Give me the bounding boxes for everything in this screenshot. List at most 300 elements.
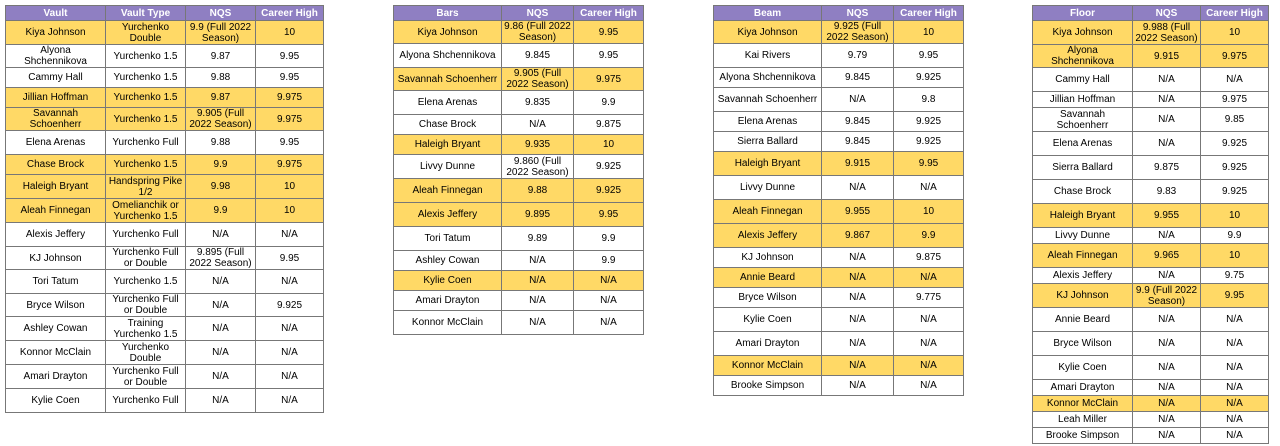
athlete-name-cell: Sierra Ballard — [1033, 156, 1133, 180]
career-high-cell: 9.975 — [256, 155, 324, 175]
table-row — [394, 68, 644, 91]
athlete-name-cell: Tori Tatum — [6, 270, 106, 294]
nqs-cell: 9.9 — [186, 199, 256, 223]
career-high-cell: 9.95 — [256, 131, 324, 155]
nqs-cell: 9.867 — [822, 224, 894, 248]
athlete-name-cell: Savannah Schoenherr — [714, 88, 822, 112]
athlete-name-cell: Aleah Finnegan — [1033, 244, 1133, 268]
table-row — [1033, 332, 1269, 356]
nqs-cell: N/A — [1133, 332, 1201, 356]
nqs-cell: 9.935 — [502, 135, 574, 155]
athlete-name-cell: Konnor McClain — [394, 311, 502, 335]
header-cell: NQS — [1133, 6, 1201, 21]
vault-type-cell: Yurchenko 1.5 — [106, 108, 186, 131]
athlete-name-cell: Haleigh Bryant — [714, 152, 822, 176]
nqs-cell: 9.965 — [1133, 244, 1201, 268]
table-row — [394, 251, 644, 271]
vault-type-cell: Yurchenko 1.5 — [106, 155, 186, 175]
athlete-name-cell: Jillian Hoffman — [6, 88, 106, 108]
athlete-name-cell: Alexis Jeffery — [394, 203, 502, 227]
table-row — [394, 227, 644, 251]
table-row — [1033, 396, 1269, 412]
career-high-cell: 9.95 — [256, 68, 324, 88]
athlete-name-cell: Elena Arenas — [394, 91, 502, 115]
table-row — [394, 115, 644, 135]
vault-table — [5, 5, 324, 413]
career-high-cell: 9.925 — [894, 132, 964, 152]
athlete-name-cell: Haleigh Bryant — [1033, 204, 1133, 228]
career-high-cell: 10 — [1201, 204, 1269, 228]
career-high-cell: 9.975 — [1201, 45, 1269, 68]
table-row — [394, 291, 644, 311]
table-row — [714, 112, 964, 132]
nqs-cell: 9.845 — [822, 112, 894, 132]
table-row — [714, 356, 964, 376]
nqs-cell: 9.88 — [186, 131, 256, 155]
nqs-cell: 9.895 — [502, 203, 574, 227]
table-row — [1033, 380, 1269, 396]
athlete-name-cell: Savannah Schoenherr — [394, 68, 502, 91]
nqs-cell: N/A — [1133, 308, 1201, 332]
nqs-cell: N/A — [1133, 268, 1201, 284]
athlete-name-cell: Kylie Coen — [1033, 356, 1133, 380]
table-row — [714, 21, 964, 44]
athlete-name-cell: Ashley Cowan — [6, 317, 106, 341]
table-row — [714, 376, 964, 396]
table-row — [394, 203, 644, 227]
table-row — [394, 271, 644, 291]
athlete-name-cell: Kiya Johnson — [394, 21, 502, 44]
table-row — [1033, 21, 1269, 45]
career-high-cell: 9.925 — [574, 155, 644, 179]
header-cell: Floor — [1033, 6, 1133, 21]
table-row — [6, 21, 324, 45]
nqs-cell: N/A — [1133, 228, 1201, 244]
nqs-cell: N/A — [1133, 92, 1201, 108]
nqs-cell: N/A — [822, 332, 894, 356]
table-row — [6, 223, 324, 247]
header-cell: Vault Type — [106, 6, 186, 21]
career-high-cell: N/A — [1201, 68, 1269, 92]
athlete-name-cell: Konnor McClain — [6, 341, 106, 365]
vault-type-cell: Yurchenko 1.5 — [106, 68, 186, 88]
table-row — [394, 155, 644, 179]
career-high-cell: 9.925 — [1201, 132, 1269, 156]
table-row — [714, 268, 964, 288]
table-row — [6, 68, 324, 88]
nqs-cell: 9.9 — [186, 155, 256, 175]
nqs-cell: N/A — [1133, 356, 1201, 380]
nqs-cell: N/A — [1133, 412, 1201, 428]
career-high-cell: N/A — [894, 268, 964, 288]
career-high-cell: 9.75 — [1201, 268, 1269, 284]
vault-type-cell: Yurchenko Full — [106, 223, 186, 247]
nqs-cell: 9.89 — [502, 227, 574, 251]
nqs-cell: N/A — [1133, 108, 1201, 132]
athlete-name-cell: Kiya Johnson — [1033, 21, 1133, 45]
table-row — [714, 88, 964, 112]
vault-type-cell: Yurchenko Full or Double — [106, 294, 186, 317]
athlete-name-cell: Aleah Finnegan — [714, 200, 822, 224]
vault-type-cell: Training Yurchenko 1.5 — [106, 317, 186, 341]
career-high-cell: 9.925 — [256, 294, 324, 317]
career-high-cell: 9.95 — [574, 203, 644, 227]
athlete-name-cell: Livvy Dunne — [1033, 228, 1133, 244]
career-high-cell: 10 — [256, 199, 324, 223]
table-row — [1033, 356, 1269, 380]
career-high-cell: 9.95 — [574, 44, 644, 68]
athlete-name-cell: Haleigh Bryant — [394, 135, 502, 155]
table-row — [394, 21, 644, 44]
athlete-name-cell: Cammy Hall — [6, 68, 106, 88]
athlete-name-cell: Livvy Dunne — [394, 155, 502, 179]
nqs-cell: 9.835 — [502, 91, 574, 115]
athlete-name-cell: Chase Brock — [1033, 180, 1133, 204]
header-row — [714, 6, 964, 21]
athlete-name-cell: Brooke Simpson — [1033, 428, 1133, 444]
table-row — [1033, 180, 1269, 204]
nqs-cell: 9.845 — [822, 132, 894, 152]
athlete-name-cell: Kiya Johnson — [6, 21, 106, 45]
career-high-cell: N/A — [894, 308, 964, 332]
athlete-name-cell: Elena Arenas — [714, 112, 822, 132]
athlete-name-cell: Alyona Shchennikova — [714, 68, 822, 88]
vault-type-cell: Yurchenko Full or Double — [106, 365, 186, 389]
table-row — [714, 176, 964, 200]
nqs-cell: N/A — [186, 270, 256, 294]
table-row — [1033, 92, 1269, 108]
nqs-cell: 9.845 — [502, 44, 574, 68]
header-cell: Vault — [6, 6, 106, 21]
career-high-cell: N/A — [256, 270, 324, 294]
athlete-name-cell: Kiya Johnson — [714, 21, 822, 44]
career-high-cell: N/A — [574, 291, 644, 311]
table-row — [394, 311, 644, 335]
table-row — [394, 179, 644, 203]
nqs-cell: N/A — [1133, 132, 1201, 156]
career-high-cell: 10 — [256, 21, 324, 45]
career-high-cell: 9.925 — [894, 112, 964, 132]
career-high-cell: 9.9 — [894, 224, 964, 248]
table-row — [1033, 428, 1269, 444]
vault-type-cell: Yurchenko Full or Double — [106, 247, 186, 270]
career-high-cell: 9.95 — [1201, 284, 1269, 308]
header-cell: Bars — [394, 6, 502, 21]
athlete-name-cell: Bryce Wilson — [6, 294, 106, 317]
nqs-cell: 9.98 — [186, 175, 256, 199]
nqs-cell: N/A — [822, 356, 894, 376]
table-row — [1033, 108, 1269, 132]
nqs-cell: 9.87 — [186, 45, 256, 68]
table-row — [714, 200, 964, 224]
nqs-cell: N/A — [502, 115, 574, 135]
header-cell: Career High — [1201, 6, 1269, 21]
table-row — [1033, 308, 1269, 332]
vault-type-cell: Yurchenko Full — [106, 131, 186, 155]
table-row — [1033, 268, 1269, 284]
table-row — [714, 68, 964, 88]
nqs-cell: 9.875 — [1133, 156, 1201, 180]
table-row — [714, 132, 964, 152]
nqs-cell: N/A — [1133, 380, 1201, 396]
career-high-cell: 10 — [894, 200, 964, 224]
career-high-cell: 9.925 — [574, 179, 644, 203]
nqs-cell: N/A — [502, 311, 574, 335]
nqs-cell: 9.845 — [822, 68, 894, 88]
table-row — [1033, 412, 1269, 428]
nqs-cell: N/A — [186, 294, 256, 317]
athlete-name-cell: Kai Rivers — [714, 44, 822, 68]
athlete-name-cell: Livvy Dunne — [714, 176, 822, 200]
table-row — [714, 248, 964, 268]
table-row — [394, 135, 644, 155]
table-row — [1033, 284, 1269, 308]
career-high-cell: N/A — [1201, 332, 1269, 356]
nqs-cell: 9.9 (Full 2022 Season) — [186, 21, 256, 45]
athlete-name-cell: KJ Johnson — [714, 248, 822, 268]
athlete-name-cell: Alexis Jeffery — [6, 223, 106, 247]
table-row — [1033, 156, 1269, 180]
table-row — [1033, 204, 1269, 228]
career-high-cell: N/A — [256, 389, 324, 413]
bars-table — [393, 5, 644, 335]
table-row — [714, 224, 964, 248]
header-cell: NQS — [502, 6, 574, 21]
nqs-cell: 9.905 (Full 2022 Season) — [502, 68, 574, 91]
athlete-name-cell: Elena Arenas — [1033, 132, 1133, 156]
table-row — [714, 332, 964, 356]
table-row — [714, 152, 964, 176]
nqs-cell: N/A — [822, 176, 894, 200]
athlete-name-cell: Konnor McClain — [1033, 396, 1133, 412]
career-high-cell: 10 — [1201, 21, 1269, 45]
table-row — [1033, 45, 1269, 68]
table-row — [6, 45, 324, 68]
header-cell: Career High — [894, 6, 964, 21]
career-high-cell: 9.95 — [894, 44, 964, 68]
table-row — [6, 294, 324, 317]
athlete-name-cell: Aleah Finnegan — [6, 199, 106, 223]
nqs-cell: 9.915 — [1133, 45, 1201, 68]
athlete-name-cell: Alyona Shchennikova — [394, 44, 502, 68]
career-high-cell: 10 — [894, 21, 964, 44]
nqs-cell: N/A — [1133, 428, 1201, 444]
career-high-cell: N/A — [1201, 308, 1269, 332]
header-cell: Beam — [714, 6, 822, 21]
nqs-cell: N/A — [186, 317, 256, 341]
beam-table — [713, 5, 964, 396]
floor-table — [1032, 5, 1269, 444]
nqs-cell: N/A — [502, 251, 574, 271]
career-high-cell: 9.925 — [894, 68, 964, 88]
header-cell: Career High — [574, 6, 644, 21]
nqs-cell: 9.915 — [822, 152, 894, 176]
career-high-cell: N/A — [894, 356, 964, 376]
table-row — [1033, 68, 1269, 92]
career-high-cell: N/A — [1201, 396, 1269, 412]
career-high-cell: N/A — [1201, 412, 1269, 428]
career-high-cell: N/A — [256, 317, 324, 341]
vault-type-cell: Yurchenko Double — [106, 341, 186, 365]
table-row — [6, 155, 324, 175]
nqs-cell: 9.87 — [186, 88, 256, 108]
athlete-name-cell: Kylie Coen — [714, 308, 822, 332]
table-row — [6, 389, 324, 413]
athlete-name-cell: Leah Miller — [1033, 412, 1133, 428]
nqs-cell: 9.86 (Full 2022 Season) — [502, 21, 574, 44]
career-high-cell: 9.95 — [256, 247, 324, 270]
athlete-name-cell: Savannah Schoenherr — [6, 108, 106, 131]
table-row — [6, 247, 324, 270]
table-row — [1033, 132, 1269, 156]
career-high-cell: 10 — [574, 135, 644, 155]
nqs-cell: 9.955 — [1133, 204, 1201, 228]
table-row — [6, 199, 324, 223]
nqs-cell: N/A — [822, 308, 894, 332]
career-high-cell: N/A — [256, 341, 324, 365]
table-row — [6, 108, 324, 131]
athlete-name-cell: Amari Drayton — [1033, 380, 1133, 396]
table-row — [394, 44, 644, 68]
career-high-cell: N/A — [894, 332, 964, 356]
nqs-cell: N/A — [502, 291, 574, 311]
career-high-cell: 9.95 — [894, 152, 964, 176]
athlete-name-cell: Kylie Coen — [394, 271, 502, 291]
nqs-cell: 9.895 (Full 2022 Season) — [186, 247, 256, 270]
career-high-cell: N/A — [256, 365, 324, 389]
career-high-cell: 9.775 — [894, 288, 964, 308]
athlete-name-cell: Elena Arenas — [6, 131, 106, 155]
athlete-name-cell: Tori Tatum — [394, 227, 502, 251]
career-high-cell: 9.95 — [574, 21, 644, 44]
career-high-cell: 9.95 — [256, 45, 324, 68]
athlete-name-cell: Haleigh Bryant — [6, 175, 106, 199]
nqs-cell: N/A — [1133, 68, 1201, 92]
table-row — [6, 365, 324, 389]
table-row — [714, 288, 964, 308]
nqs-cell: N/A — [186, 389, 256, 413]
table-row — [6, 175, 324, 199]
nqs-cell: N/A — [502, 271, 574, 291]
vault-type-cell: Yurchenko Full — [106, 389, 186, 413]
header-row — [394, 6, 644, 21]
nqs-cell: 9.988 (Full 2022 Season) — [1133, 21, 1201, 45]
career-high-cell: N/A — [1201, 380, 1269, 396]
career-high-cell: 9.925 — [1201, 156, 1269, 180]
table-row — [6, 341, 324, 365]
nqs-cell: 9.9 (Full 2022 Season) — [1133, 284, 1201, 308]
athlete-name-cell: KJ Johnson — [6, 247, 106, 270]
athlete-name-cell: Konnor McClain — [714, 356, 822, 376]
athlete-name-cell: Brooke Simpson — [714, 376, 822, 396]
nqs-cell: 9.83 — [1133, 180, 1201, 204]
header-cell: NQS — [822, 6, 894, 21]
nqs-cell: 9.860 (Full 2022 Season) — [502, 155, 574, 179]
header-cell: Career High — [256, 6, 324, 21]
athlete-name-cell: Kylie Coen — [6, 389, 106, 413]
nqs-cell: 9.79 — [822, 44, 894, 68]
nqs-cell: N/A — [186, 365, 256, 389]
table-row — [714, 308, 964, 332]
nqs-cell: N/A — [186, 223, 256, 247]
athlete-name-cell: Jillian Hoffman — [1033, 92, 1133, 108]
athlete-name-cell: Amari Drayton — [6, 365, 106, 389]
career-high-cell: 9.9 — [574, 91, 644, 115]
career-high-cell: 9.975 — [1201, 92, 1269, 108]
athlete-name-cell: Alexis Jeffery — [714, 224, 822, 248]
table-row — [6, 317, 324, 341]
vault-type-cell: Handspring Pike 1/2 — [106, 175, 186, 199]
career-high-cell: 9.9 — [574, 251, 644, 271]
athlete-name-cell: Savannah Schoenherr — [1033, 108, 1133, 132]
career-high-cell: N/A — [1201, 428, 1269, 444]
nqs-cell: N/A — [822, 248, 894, 268]
table-row — [1033, 228, 1269, 244]
athlete-name-cell: Ashley Cowan — [394, 251, 502, 271]
table-row — [1033, 244, 1269, 268]
career-high-cell: N/A — [894, 376, 964, 396]
vault-type-cell: Omelianchik or Yurchenko 1.5 — [106, 199, 186, 223]
athlete-name-cell: Chase Brock — [6, 155, 106, 175]
nqs-cell: 9.88 — [502, 179, 574, 203]
career-high-cell: 9.975 — [256, 108, 324, 131]
athlete-name-cell: Amari Drayton — [394, 291, 502, 311]
nqs-cell: N/A — [186, 341, 256, 365]
career-high-cell: 9.85 — [1201, 108, 1269, 132]
table-row — [6, 270, 324, 294]
nqs-cell: N/A — [822, 88, 894, 112]
nqs-cell: N/A — [822, 268, 894, 288]
career-high-cell: 9.925 — [1201, 180, 1269, 204]
career-high-cell: 9.975 — [574, 68, 644, 91]
nqs-cell: N/A — [822, 288, 894, 308]
career-high-cell: 9.875 — [894, 248, 964, 268]
career-high-cell: N/A — [1201, 356, 1269, 380]
nqs-cell: 9.925 (Full 2022 Season) — [822, 21, 894, 44]
career-high-cell: N/A — [574, 311, 644, 335]
nqs-cell: 9.905 (Full 2022 Season) — [186, 108, 256, 131]
nqs-cell: N/A — [1133, 396, 1201, 412]
athlete-name-cell: Cammy Hall — [1033, 68, 1133, 92]
table-row — [394, 91, 644, 115]
athlete-name-cell: Alyona Shchennikova — [6, 45, 106, 68]
athlete-name-cell: Alyona Shchennikova — [1033, 45, 1133, 68]
career-high-cell: 9.975 — [256, 88, 324, 108]
career-high-cell: 9.9 — [574, 227, 644, 251]
vault-type-cell: Yurchenko Double — [106, 21, 186, 45]
athlete-name-cell: Annie Beard — [714, 268, 822, 288]
athlete-name-cell: Aleah Finnegan — [394, 179, 502, 203]
header-cell: NQS — [186, 6, 256, 21]
athlete-name-cell: Bryce Wilson — [1033, 332, 1133, 356]
header-row — [6, 6, 324, 21]
athlete-name-cell: Sierra Ballard — [714, 132, 822, 152]
career-high-cell: N/A — [894, 176, 964, 200]
athlete-name-cell: Annie Beard — [1033, 308, 1133, 332]
athlete-name-cell: Amari Drayton — [714, 332, 822, 356]
career-high-cell: 9.875 — [574, 115, 644, 135]
career-high-cell: N/A — [574, 271, 644, 291]
career-high-cell: 10 — [1201, 244, 1269, 268]
header-row — [1033, 6, 1269, 21]
career-high-cell: N/A — [256, 223, 324, 247]
vault-type-cell: Yurchenko 1.5 — [106, 45, 186, 68]
table-row — [6, 88, 324, 108]
table-row — [6, 131, 324, 155]
nqs-cell: 9.88 — [186, 68, 256, 88]
athlete-name-cell: Alexis Jeffery — [1033, 268, 1133, 284]
athlete-name-cell: Chase Brock — [394, 115, 502, 135]
